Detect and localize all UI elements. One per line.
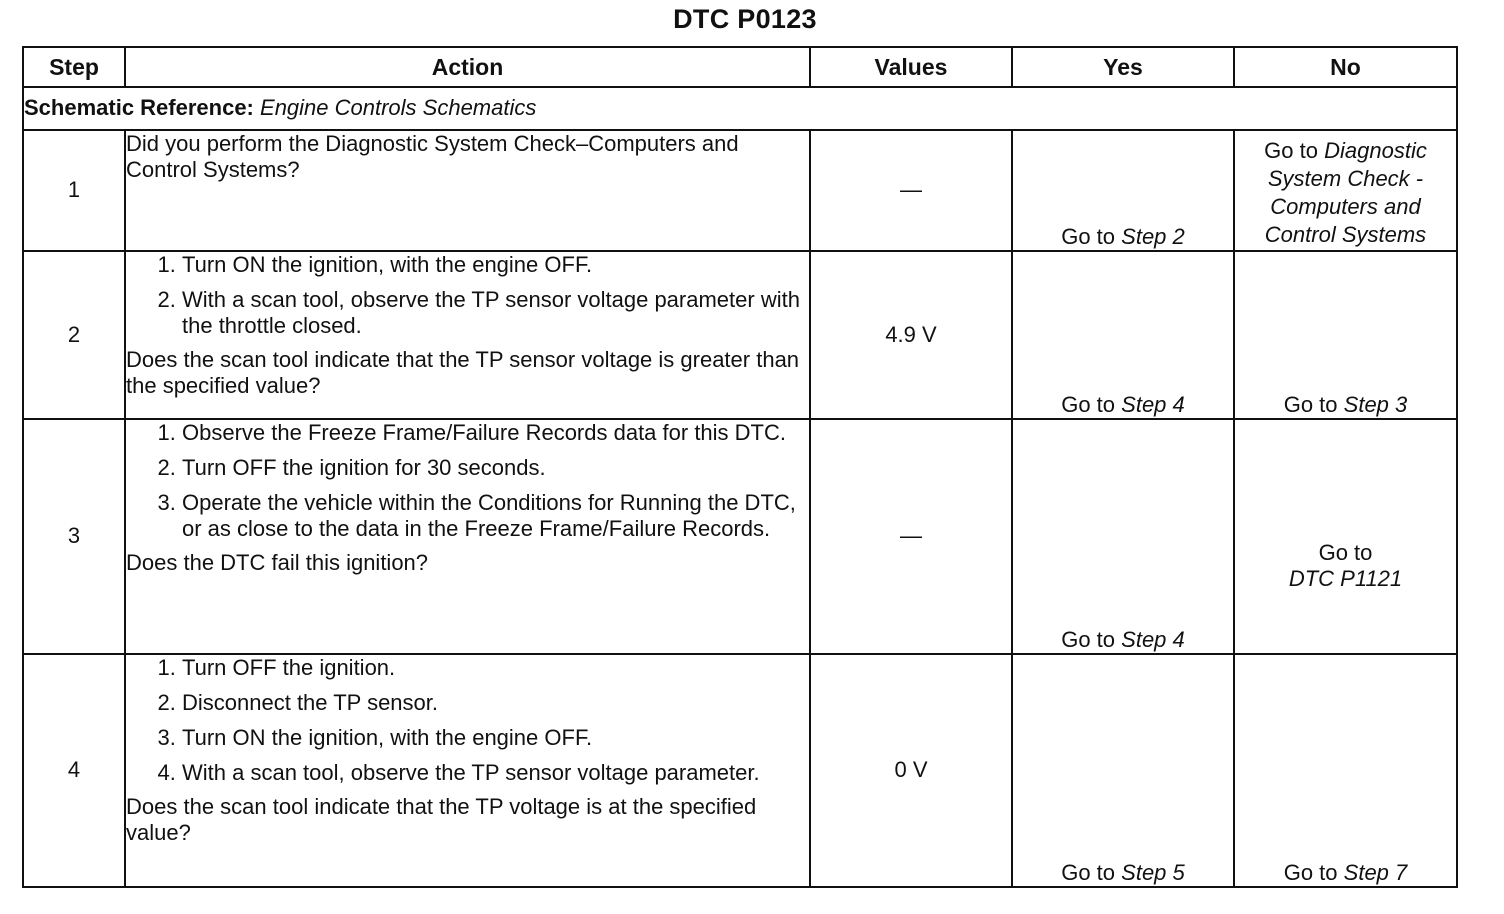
- document-title: DTC P0123: [673, 4, 817, 34]
- header-yes: Yes: [1012, 47, 1234, 87]
- no-target-line: Control Systems: [1264, 221, 1427, 247]
- schematic-reference-value: Engine Controls Schematics: [260, 95, 537, 121]
- action-step-item: 1. Turn OFF the ignition.: [182, 655, 809, 681]
- no-target: Step 3: [1343, 391, 1408, 417]
- header-values: Values: [810, 47, 1012, 87]
- no-target-line: System Check -: [1267, 165, 1424, 191]
- action-step-item: 2. Turn OFF the ignition for 30 seconds.: [182, 455, 809, 481]
- yes-cell: [1012, 130, 1234, 252]
- step-number: 4: [23, 654, 125, 887]
- yes-prefix: Go to: [1061, 860, 1116, 885]
- table-row: [23, 654, 1457, 887]
- diagnostic-table: [22, 46, 1458, 888]
- action-step-item: 2. With a scan tool, observe the TP sensor voltage parameter with the throttle closed.: [182, 287, 809, 339]
- table-row: [23, 419, 1457, 654]
- yes-prefix: Go to: [1061, 391, 1116, 417]
- action-cell: [125, 654, 810, 887]
- table-row: [23, 130, 1457, 252]
- schematic-reference-row: [23, 87, 1457, 130]
- header-no: No: [1234, 47, 1457, 87]
- action-cell: [125, 419, 810, 654]
- action-question: Did you perform the Diagnostic System Check–Computers and Control Systems?: [126, 130, 739, 182]
- yes-cell: [1012, 419, 1234, 654]
- no-target: DTC P1121: [1288, 566, 1403, 592]
- action-step-item: 2. Disconnect the TP sensor.: [182, 690, 809, 716]
- action-steps: [126, 420, 809, 542]
- schematic-reference-label: Schematic Reference:: [24, 95, 254, 121]
- no-prefix: Go to: [1283, 860, 1338, 885]
- schematic-reference: [23, 87, 1457, 130]
- yes-target: Step 5: [1121, 860, 1185, 885]
- no-cell: [1234, 654, 1457, 887]
- yes-prefix: Go to: [1061, 626, 1116, 652]
- value-cell: —: [810, 419, 1012, 654]
- header-action: Action: [125, 47, 810, 87]
- action-question: Does the DTC fail this ignition?: [126, 549, 429, 575]
- header-row: [23, 47, 1457, 87]
- action-step-item: 1. Turn ON the ignition, with the engine OFF.: [182, 252, 809, 278]
- value-cell: 0 V: [810, 654, 1012, 887]
- value-cell: —: [810, 130, 1012, 252]
- yes-cell: [1012, 251, 1234, 418]
- no-prefix: Go to: [1318, 540, 1373, 566]
- no-cell: [1234, 130, 1457, 252]
- action-step-item: 1. Observe the Freeze Frame/Failure Records data for this DTC.: [182, 420, 809, 446]
- action-step-item: 4. With a scan tool, observe the TP sensor voltage parameter.: [182, 760, 809, 786]
- value-cell: 4.9 V: [810, 251, 1012, 418]
- table-row: [23, 251, 1457, 418]
- action-steps: [126, 252, 809, 339]
- yes-target: Step 4: [1121, 626, 1185, 652]
- yes-target: Step 4: [1121, 391, 1185, 417]
- no-cell: [1234, 251, 1457, 418]
- action-question: Does the scan tool indicate that the TP sensor voltage is greater than the specified value?: [126, 347, 800, 399]
- action-step-item: 3. Operate the vehicle within the Conditions for Running the DTC, or as close to the data in the Freeze Frame/Failure Records.: [182, 490, 809, 542]
- no-target-line: Diagnostic: [1324, 137, 1427, 163]
- header-step: Step: [23, 47, 125, 87]
- action-step-item: 3. Turn ON the ignition, with the engine OFF.: [182, 725, 809, 751]
- action-cell: [125, 130, 810, 252]
- action-steps: [126, 655, 809, 786]
- yes-target: Step 2: [1121, 224, 1185, 250]
- no-target: Step 7: [1343, 860, 1408, 885]
- yes-prefix: Go to: [1061, 224, 1116, 250]
- step-number: 3: [23, 419, 125, 654]
- step-number: 1: [23, 130, 125, 252]
- no-target-line: Computers and: [1270, 193, 1421, 219]
- step-number: 2: [23, 251, 125, 418]
- no-cell: [1234, 419, 1457, 654]
- action-question: Does the scan tool indicate that the TP voltage is at the specified value?: [126, 793, 757, 845]
- no-prefix: Go to: [1283, 391, 1338, 417]
- yes-cell: [1012, 654, 1234, 887]
- no-prefix: Go to: [1264, 137, 1318, 163]
- action-cell: [125, 251, 810, 418]
